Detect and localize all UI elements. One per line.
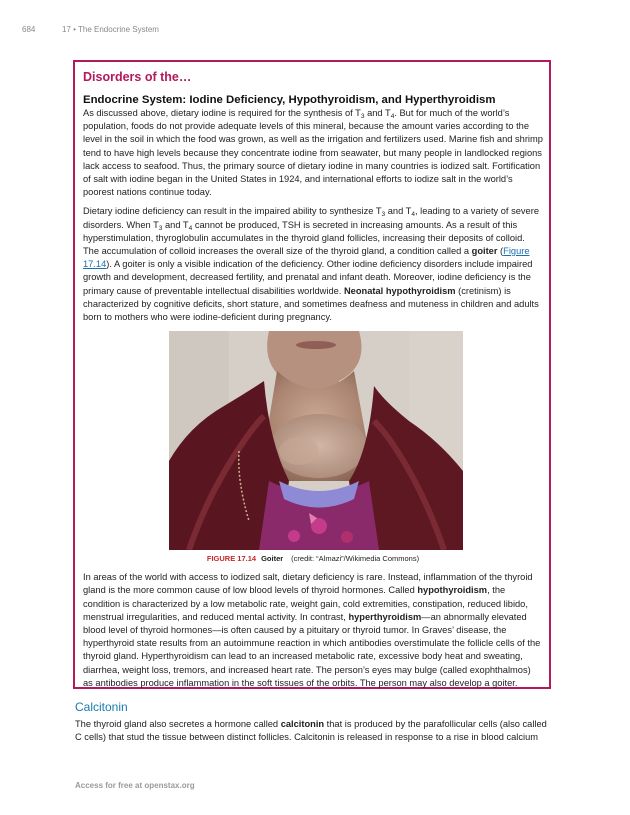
term-neonatal-hypothyroidism: Neonatal hypothyroidism — [343, 285, 456, 296]
term-calcitonin: calcitonin — [280, 719, 325, 729]
feature-box — [73, 60, 551, 689]
footer-access: Access for free at openstax.org — [75, 781, 195, 790]
page-number: 684 — [22, 25, 36, 34]
term-hyperthyroidism: hyperthyroidism — [348, 611, 422, 622]
figure-link[interactable]: Figure 17.14 — [83, 246, 530, 270]
feature-box-title: Disorders of the… — [83, 70, 192, 84]
figure-label: FIGURE 17.14 — [206, 554, 257, 564]
figure-credit: (credit: “Almazi”/Wikimedia Commons) — [291, 554, 420, 564]
figure-name: Goiter — [261, 554, 284, 564]
paragraph-goiter: Dietary iodine deficiency can result in the impaired ability to synthesize $T_3$ and $T_4$, leading to a variety of severe disorders. When $T_3$ and $T_4$ cannot be produced, TSH is secreted in increasing amounts. As a result of this hyperstimulation, thyroglobulin accumulates in the thyroid gland follicles, increasing their deposits of colloid. The accumulation of colloid increases the overall size of the thyroid gland, a condition called a goiter (Figure 17.14). A goiter is only a visible indication of the deficiency. Other iodine deficiency disorders include impaired growth and development, decreased fertility, and prenatal and infant death. Moreover, iodine deficiency is the primary cause of preventable intellectual disabilities worldwide. Neonatal hypothyroidism (cretinism) is characterized by cognitive deficits, short stature, and sometimes deafness and muteness in children and adults born to mothers who were iodine-deficient during pregnancy. — [83, 206, 539, 323]
goiter-photo — [169, 331, 463, 550]
feature-box-subtitle: Endocrine System: Iodine Deficiency, Hypothyroidism, and Hyperthyroidism — [83, 94, 496, 106]
figure-caption — [83, 554, 543, 563]
term-hypothyroidism: hypothyroidism — [417, 585, 488, 596]
paragraph-iodine: As discussed above, dietary iodine is required for the synthesis of $T_3$ and $T_4$. But for much of the world’s population, foods do not provide adequate levels of this mineral, because the amount varies according to the level in the soil in which the food was grown, as well as the irrigation and fertilizers used. Marine fish and shrimp tend to have high levels because they concentrate iodine from seawater, but many people in landlocked regions lack access to seafood. Thus, the primary source of dietary iodine in many countries is iodized salt. Fortification of salt with iodine began in the United States in 1924, and international efforts to iodize salt in the world’s poorest nations continue today. — [83, 108, 543, 198]
chapter-title: 17 • The Endocrine System — [62, 25, 159, 34]
running-header — [22, 25, 159, 34]
section-title: Calcitonin — [75, 700, 128, 714]
term-goiter: goiter — [471, 246, 498, 257]
paragraph-calcitonin: The thyroid gland also secretes a hormone called calcitonin that is produced by the parafollicular cells (also called C cells) that stud the tissue between distinct follicles. Calcitonin is released in response to a rise in blood calcium — [75, 719, 547, 743]
paragraph-hypo-hyper: In areas of the world with access to iodized salt, dietary deficiency is rare. Instead, inflammation of the thyroid gland is the more common cause of low blood levels of thyroid hormones. Called hypothyroidism, the condition is characterized by a low metabolic rate, weight gain, cold extremities, constipation, reduced libido, menstrual irregularities, and reduced mental activity. In contrast, hyperthyroidism—an abnormally elevated blood level of thyroid hormones—is often caused by a pituitary or thyroid tumor. In Graves’ disease, the hyperthyroid state results from an autoimmune reaction in which antibodies overstimulate the follicle cells of the thyroid gland. Hyperthyroidism can lead to an increased metabolic rate, excessive body heat and sweating, diarrhea, weight loss, tremors, and increased heart rate. The person’s eyes may bulge (called exophthalmos) as antibodies produce inflammation in the soft tissues of the orbits. The person may also develop a goiter. — [83, 572, 541, 688]
